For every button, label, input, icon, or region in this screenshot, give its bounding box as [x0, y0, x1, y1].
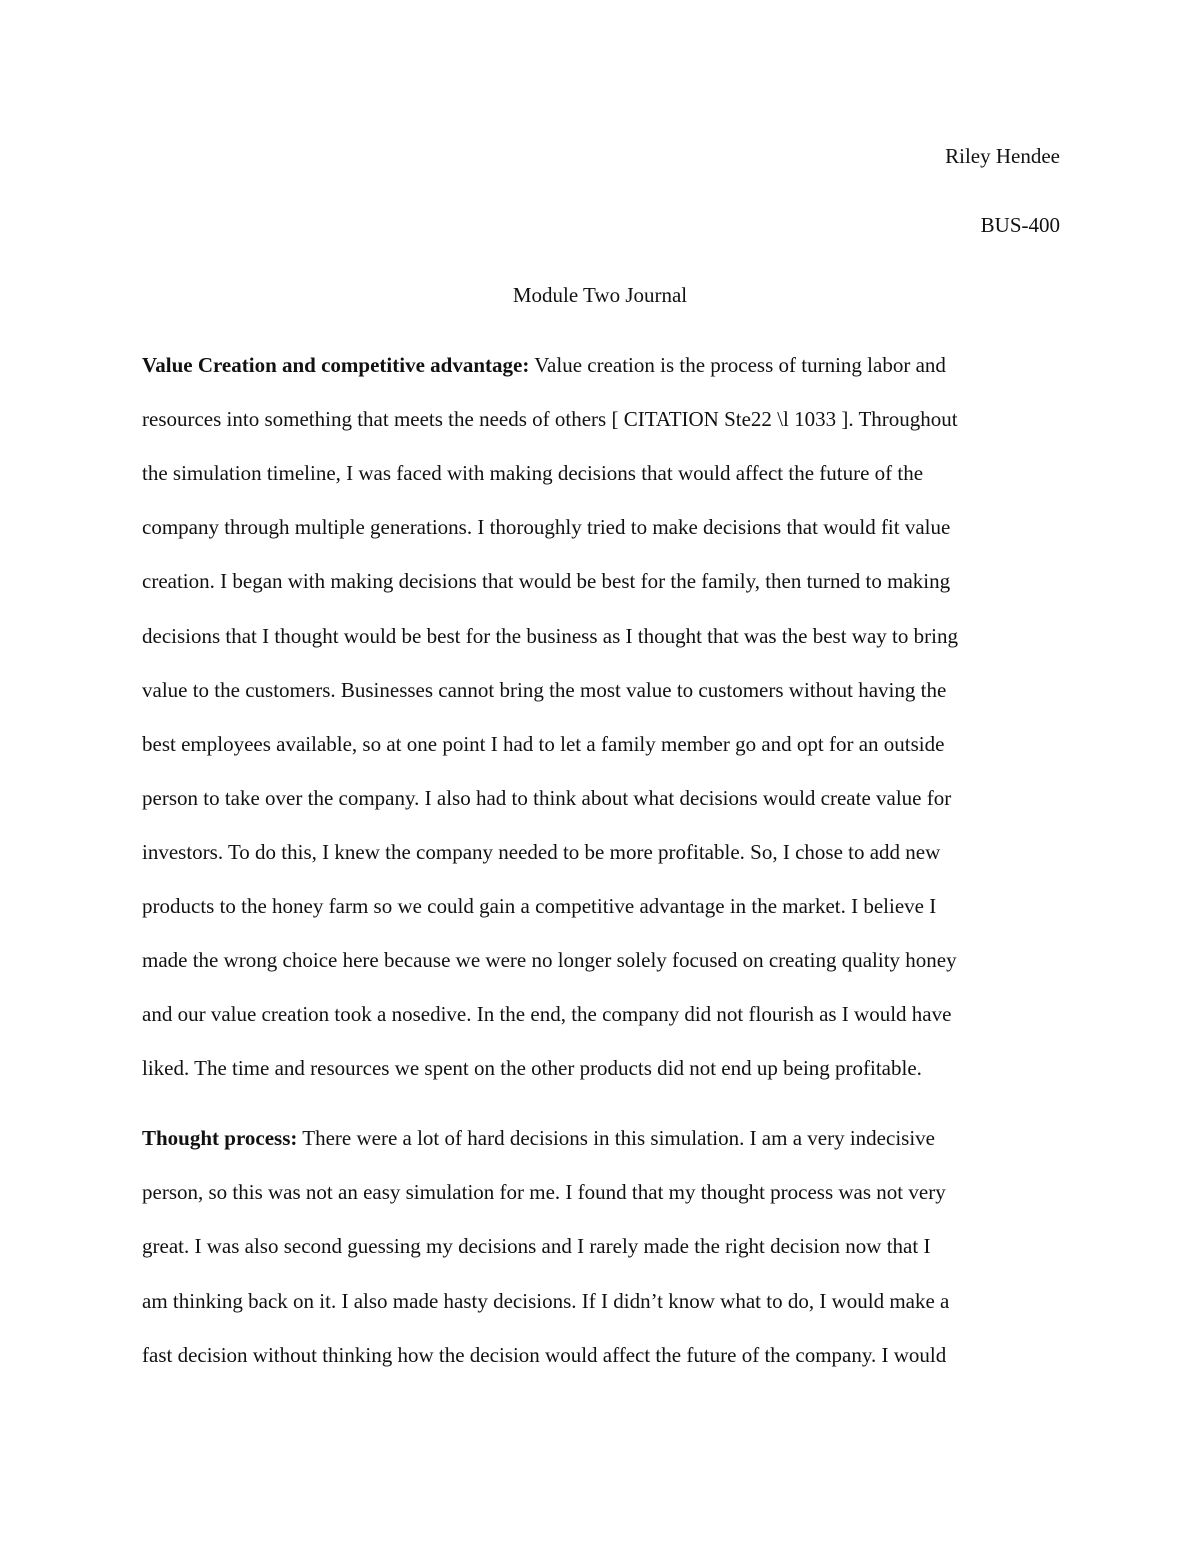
paragraph-line: value to the customers. Businesses cannot bring the most value to customers without having the [142, 678, 947, 702]
section-heading-value-creation: Value Creation and competitive advantage: [142, 353, 530, 377]
paragraph-line: the simulation timeline, I was faced with making decisions that would affect the future of the [142, 461, 924, 485]
paragraph-line: liked. The time and resources we spent on the other products did not end up being profitable. [142, 1056, 922, 1080]
paragraph-line: decisions that I thought would be best for the business as I thought that was the best way to bring [142, 624, 958, 648]
paragraph-line: person to take over the company. I also had to think about what decisions would create value for [142, 786, 952, 810]
paragraph-line: resources into something that meets the needs of others [ CITATION Ste22 \l 1033 ]. Throughout [142, 407, 958, 431]
document-title: Module Two Journal [512, 283, 688, 307]
paragraph-line: creation. I began with making decisions that would be best for the family, then turned to making [142, 569, 951, 593]
paragraph-text: Value creation is the process of turning labor and [529, 353, 946, 377]
author-name: Riley Hendee [945, 144, 1060, 168]
paragraph-line: made the wrong choice here because we were no longer solely focused on creating quality honey [142, 948, 957, 972]
paragraph-line: best employees available, so at one point I had to let a family member go and opt for an outside [142, 732, 945, 756]
paragraph-line: am thinking back on it. I also made hasty decisions. If I didn’t know what to do, I would make a [142, 1289, 950, 1313]
paragraph-line: products to the honey farm so we could gain a competitive advantage in the market. I believe I [142, 894, 937, 918]
paragraph-text: There were a lot of hard decisions in this simulation. I am a very indecisive [297, 1126, 935, 1150]
section-heading-thought-process: Thought process: [142, 1126, 298, 1150]
course-code: BUS-400 [980, 213, 1060, 237]
paragraph-line [142, 355, 946, 376]
paragraph-line: investors. To do this, I knew the company needed to be more profitable. So, I chose to add new [142, 840, 941, 864]
paragraph-line: fast decision without thinking how the decision would affect the future of the company. I would [142, 1343, 947, 1367]
paragraph-line: company through multiple generations. I thoroughly tried to make decisions that would fit value [142, 515, 951, 539]
paragraph-line [142, 1128, 935, 1149]
paragraph-line: person, so this was not an easy simulation for me. I found that my thought process was not very [142, 1180, 946, 1204]
paragraph-line: and our value creation took a nosedive. In the end, the company did not flourish as I would have [142, 1002, 952, 1026]
paragraph-line: great. I was also second guessing my decisions and I rarely made the right decision now that I [142, 1234, 931, 1258]
